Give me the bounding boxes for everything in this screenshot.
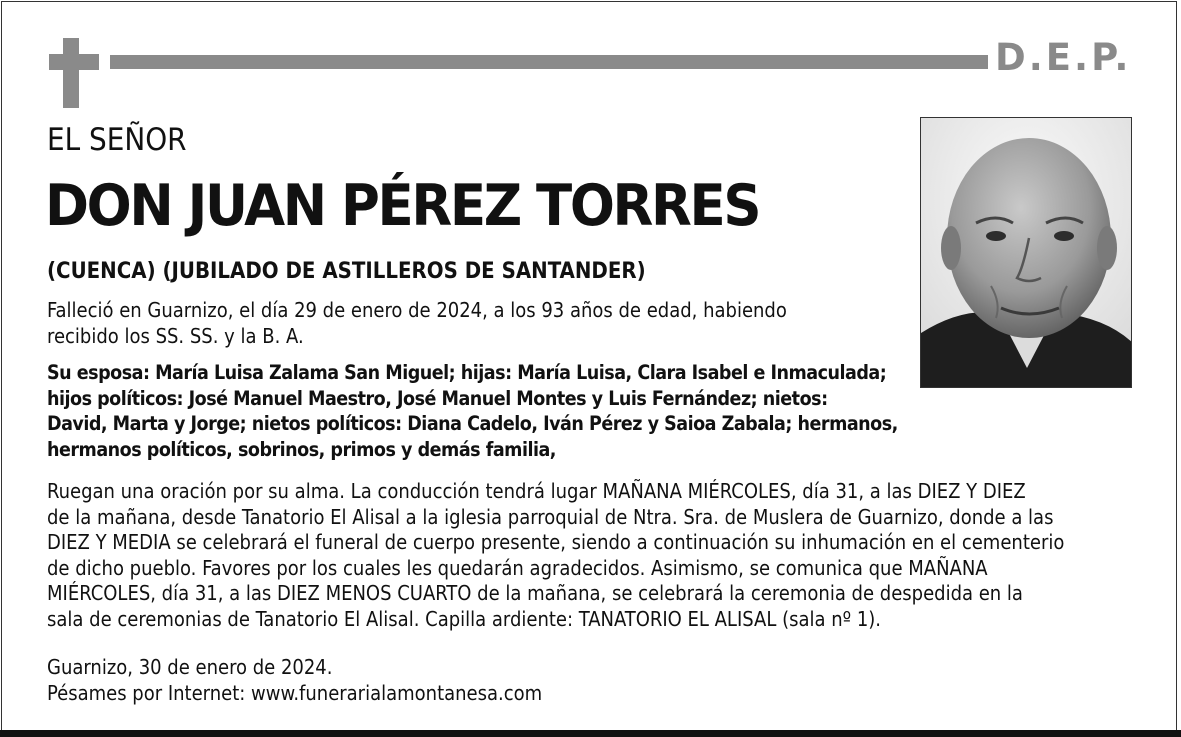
dep-label: D.E.P. <box>995 36 1132 79</box>
ceremony-details <box>47 479 1064 632</box>
text-line: Ruegan una oración por su alma. La conducción tendrá lugar MAÑANA MIÉRCOLES, día 31, a las DIEZ Y DIEZ <box>47 479 1026 503</box>
text-line: Su esposa: María Luisa Zalama San Miguel; hijas: María Luisa, Clara Isabel e Inmaculada; <box>47 361 887 384</box>
cross-icon <box>63 38 79 108</box>
death-details <box>47 298 787 349</box>
text-line: recibido los SS. SS. y la B. A. <box>47 323 304 348</box>
cross-icon-bar <box>49 54 99 70</box>
text-line: David, Marta y Jorge; nietos políticos: Diana Cadelo, Iván Pérez y Saioa Zabala; hermanos, <box>47 412 898 435</box>
text-line: MIÉRCOLES, día 31, a las DIEZ MENOS CUARTO de la mañana, se celebrará la ceremonia de despedida en la <box>47 581 1023 605</box>
text-line: hermanos políticos, sobrinos, primos y demás familia, <box>47 437 556 461</box>
header-rule <box>110 55 988 69</box>
footer-website: Pésames por Internet: www.funerarialamontanesa.com <box>47 680 543 705</box>
text-line: sala de ceremonias de Tanatorio El Alisal. Capilla ardiente: TANATORIO EL ALISAL (sala nº 1). <box>47 606 882 631</box>
notice-intro: EL SEÑOR <box>47 122 187 158</box>
text-line: DIEZ Y MEDIA se celebrará el funeral de cuerpo presente, siendo a continuación su inhumación en el cementerio <box>47 530 1065 554</box>
notice-footer <box>47 655 542 706</box>
footer-date: Guarnizo, 30 de enero de 2024. <box>47 655 333 679</box>
text-line: de dicho pueblo. Favores por los cuales les quedarán agradecidos. Asimismo, se comunica que MAÑANA <box>47 555 988 580</box>
bottom-divider <box>0 730 1181 737</box>
portrait-photo <box>920 117 1132 388</box>
deceased-name: DON JUAN PÉREZ TORRES <box>45 173 760 239</box>
text-line: Falleció en Guarnizo, el día 29 de enero de 2024, a los 93 años de edad, habiendo <box>47 298 787 322</box>
family-list <box>47 360 898 462</box>
text-line: de la mañana, desde Tanatorio El Alisal a la iglesia parroquial de Ntra. Sra. de Muslera de Guarnizo, donde a las <box>47 504 1054 529</box>
text-line: hijos políticos: José Manuel Maestro, José Manuel Montes y Luis Fernández; nietos: <box>47 386 828 410</box>
portrait-image <box>921 118 1132 388</box>
deceased-subtitle: (CUENCA) (JUBILADO DE ASTILLEROS DE SANTANDER) <box>47 259 646 284</box>
